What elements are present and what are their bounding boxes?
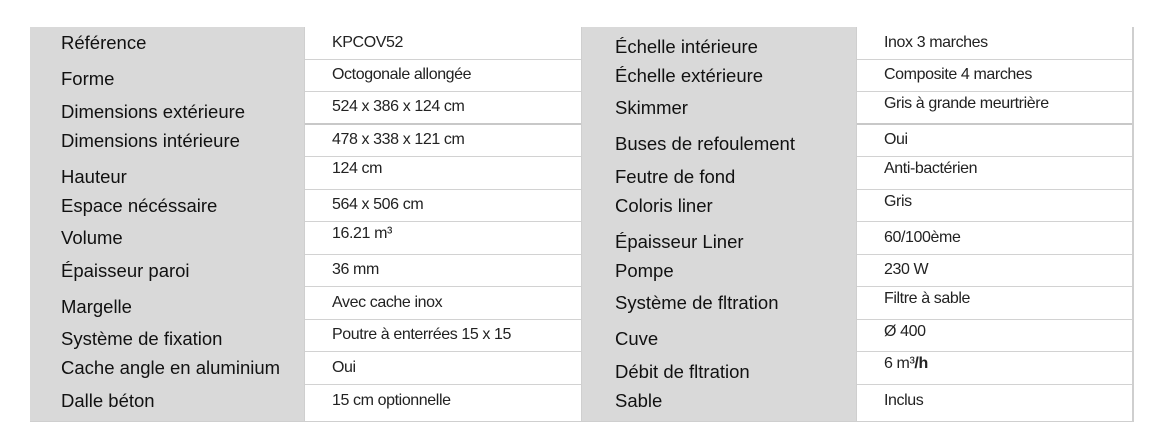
- flow-rate-value: 6 m³: [884, 355, 915, 372]
- spec-label: Skimmer: [615, 97, 688, 119]
- spec-label: Volume: [61, 227, 123, 249]
- spec-value: Inox 3 marches: [857, 27, 1132, 60]
- spec-value: 60/100ème: [857, 222, 1132, 255]
- spec-value: Poutre à enterrées 15 x 15: [305, 320, 581, 353]
- spec-value: 16.21 m³: [305, 222, 581, 255]
- spec-value: 478 x 338 x 121 cm: [305, 125, 581, 158]
- spec-label: Dimensions extérieure: [61, 100, 246, 122]
- spec-label: Épaisseur paroi: [61, 259, 190, 281]
- spec-value: Avec cache inox: [305, 287, 581, 320]
- spec-value: KPCOV52: [305, 27, 581, 60]
- spec-label: Débit de fltration: [615, 360, 750, 382]
- spec-label: Coloris liner: [615, 194, 713, 216]
- spec-label: Forme: [61, 68, 115, 89]
- spec-label: Sable: [615, 389, 663, 411]
- spec-label: Cache angle en aluminium: [61, 357, 281, 379]
- spec-value: Ø 400: [857, 320, 1132, 353]
- spec-label: Margelle: [61, 295, 132, 317]
- spec-label: Épaisseur Liner: [615, 230, 744, 252]
- spec-label: Dimensions intérieure: [61, 129, 240, 151]
- spec-value: [857, 352, 1132, 385]
- spec-label: Espace nécéssaire: [61, 194, 218, 216]
- right-labels-column: [582, 27, 856, 421]
- left-labels-column: [30, 27, 304, 421]
- spec-label: Système de fltration: [615, 292, 779, 314]
- spec-label: Cuve: [615, 328, 659, 349]
- spec-label: Référence: [61, 32, 147, 54]
- spec-value: 36 mm: [305, 255, 581, 288]
- spec-value: 124 cm: [305, 157, 581, 190]
- spec-label: Système de fixation: [61, 328, 223, 349]
- spec-label: Hauteur: [61, 165, 127, 187]
- spec-label: Échelle intérieure: [615, 35, 758, 57]
- spec-value: 564 x 506 cm: [305, 190, 581, 223]
- spec-value: Octogonale allongée: [305, 60, 581, 93]
- spec-value: 15 cm optionnelle: [332, 391, 451, 409]
- spec-value: 230 W: [857, 255, 1132, 288]
- spec-value: Anti-bactérien: [857, 157, 1132, 190]
- spec-label: Pompe: [615, 259, 674, 281]
- spec-value: Filtre à sable: [857, 287, 1132, 320]
- spec-value: Gris à grande meurtrière: [857, 92, 1132, 125]
- spec-label: Feutre de fond: [615, 165, 736, 187]
- specifications-table: [30, 27, 1134, 422]
- spec-value: Gris: [857, 190, 1132, 223]
- spec-value: Oui: [305, 352, 581, 385]
- flow-rate-unit: /h: [914, 355, 928, 372]
- left-values-column: [304, 27, 582, 421]
- spec-value: Inclus: [884, 391, 924, 409]
- spec-label: Buses de refoulement: [615, 133, 795, 154]
- spec-value: Oui: [857, 125, 1132, 158]
- spec-label: Échelle extérieure: [615, 64, 764, 86]
- spec-label: Dalle béton: [61, 389, 155, 411]
- right-values-column: [856, 27, 1133, 421]
- spec-value: 524 x 386 x 124 cm: [305, 92, 581, 125]
- spec-value: Composite 4 marches: [857, 60, 1132, 93]
